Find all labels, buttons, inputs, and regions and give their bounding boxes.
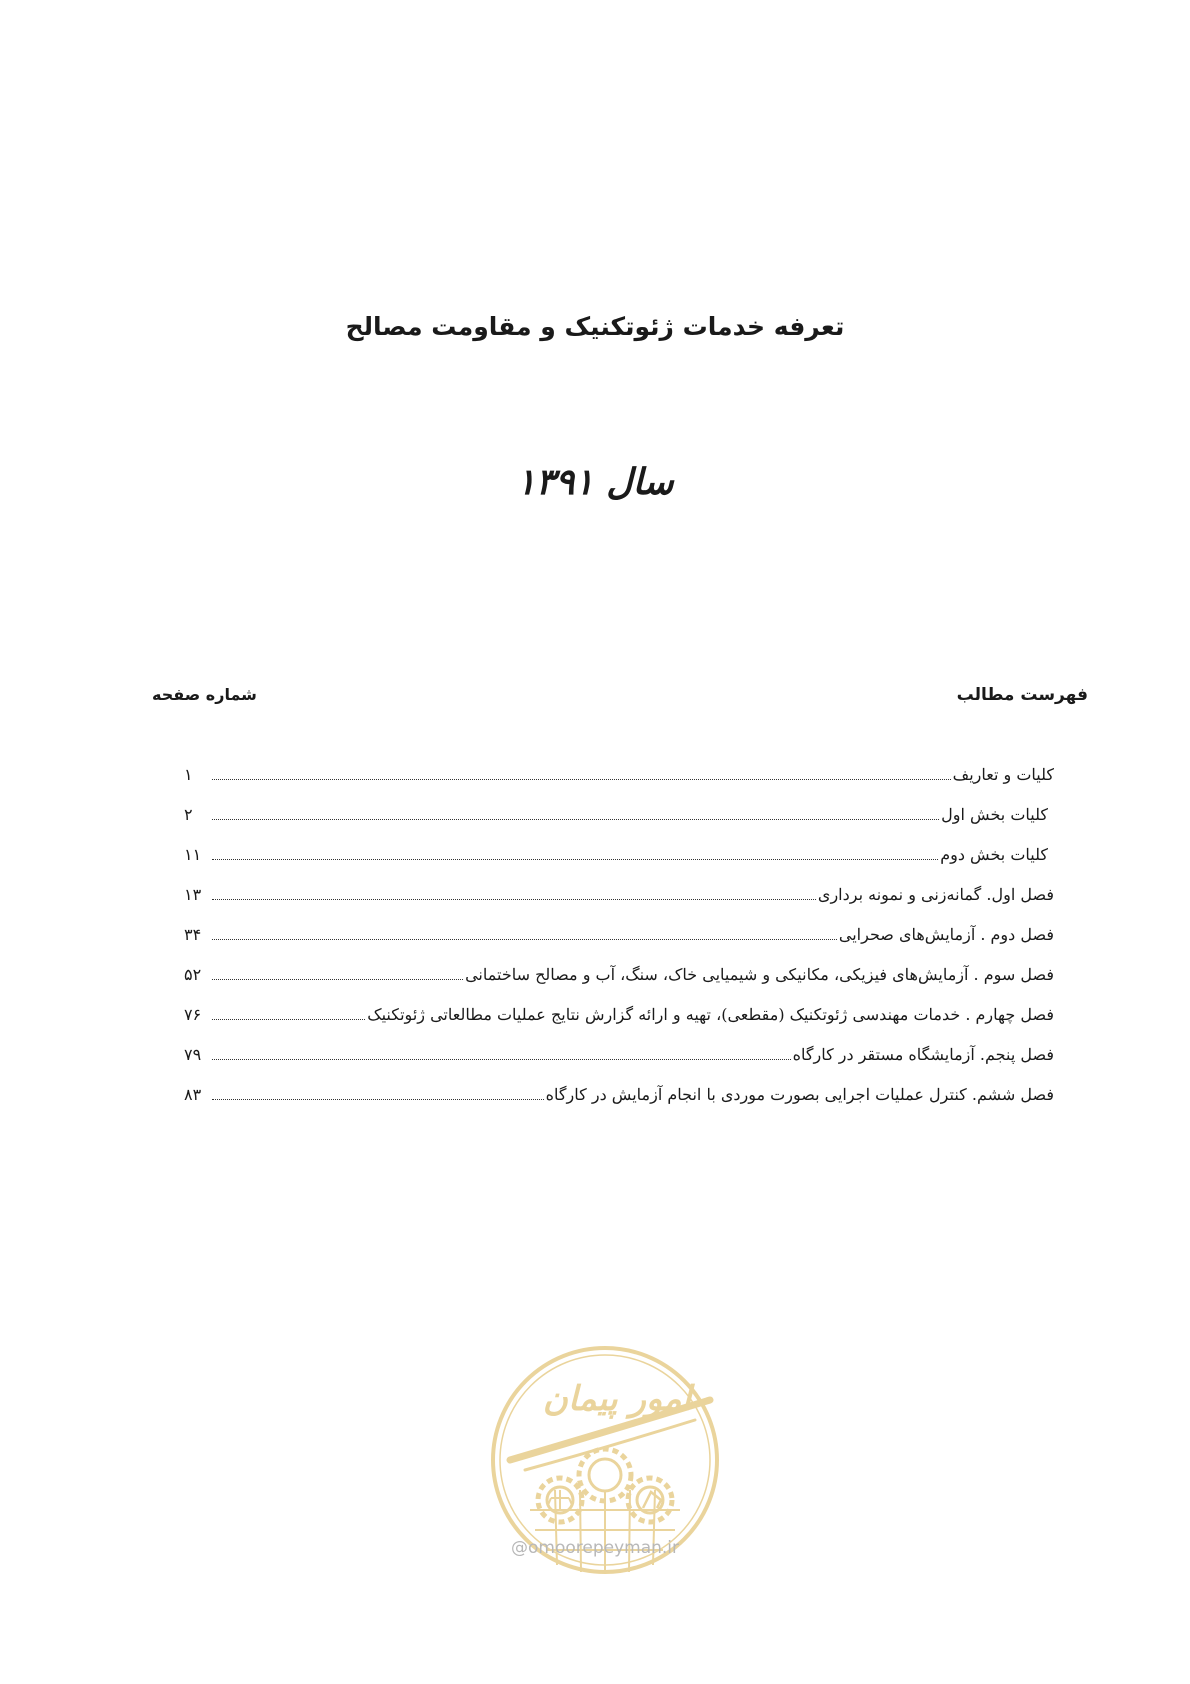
toc-entry-label: کلیات بخش اول	[941, 805, 1048, 824]
svg-text:امور پیمان: امور پیمان	[542, 1379, 692, 1419]
dot-leader	[212, 979, 463, 980]
toc-entry-page: ۷۶	[184, 1005, 202, 1024]
dot-leader	[212, 939, 837, 940]
toc-entry-page: ۳۴	[184, 925, 202, 944]
toc-entry-page: ۲	[184, 805, 193, 824]
toc-entry-label: فصل چهارم . خدمات مهندسی ژئوتکنیک (مقطعی)، تهیه و ارائه گزارش نتایج عملیات مطالعاتی ژئوتکنیک	[367, 1005, 1054, 1024]
watermark-url: @omoorepeyman.ir	[510, 1538, 680, 1558]
toc-entry-label: فصل ششم. کنترل عملیات اجرایی بصورت موردی با انجام آزمایش در کارگاه	[545, 1085, 1054, 1104]
toc-entry[interactable]	[184, 1085, 1054, 1125]
document-title: تعرفه خدمات ژئوتکنیک و مقاومت مصالح	[345, 312, 845, 341]
toc-entry-label: فصل سوم . آزمایش‌های فیزیکی، مکانیکی و شیمیایی خاک، سنگ، آب و مصالح ساختمانی	[465, 965, 1054, 984]
toc-entry[interactable]	[184, 1045, 1054, 1085]
toc-entry-page: ۸۳	[184, 1085, 202, 1104]
toc-entry-label: کلیات و تعاریف	[952, 765, 1054, 784]
toc-entry-label: فصل اول. گمانه‌زنی و نمونه برداری	[817, 885, 1054, 904]
toc-entry-page: ۵۲	[184, 965, 202, 984]
toc-entry-page: ۱	[184, 765, 193, 784]
dot-leader	[212, 859, 938, 860]
page-number-heading: شماره صفحه	[152, 685, 257, 704]
toc-entry[interactable]	[184, 925, 1054, 965]
document-year: سال ۱۳۹۱	[516, 462, 674, 503]
toc-entry[interactable]	[184, 845, 1054, 885]
dot-leader	[212, 819, 939, 820]
toc-entry-label: کلیات بخش دوم	[940, 845, 1048, 864]
toc-heading: فهرست مطالب	[956, 685, 1088, 705]
toc-entry-label: فصل پنجم. آزمایشگاه مستقر در کارگاه	[792, 1045, 1054, 1064]
toc-entry[interactable]	[184, 1005, 1054, 1045]
dot-leader	[212, 899, 816, 900]
dot-leader	[212, 1099, 544, 1100]
toc-entry[interactable]	[184, 805, 1054, 845]
toc-entry[interactable]	[184, 765, 1054, 805]
dot-leader	[212, 779, 951, 780]
toc-entry[interactable]	[184, 965, 1054, 1005]
dot-leader	[212, 1059, 791, 1060]
toc-entry-page: ۱۳	[184, 885, 202, 904]
toc-entry-page: ۱۱	[184, 845, 202, 864]
table-of-contents	[184, 765, 1054, 1125]
toc-entry-label: فصل دوم . آزمایش‌های صحرایی	[838, 925, 1054, 944]
toc-entry[interactable]	[184, 885, 1054, 925]
toc-entry-page: ۷۹	[184, 1045, 202, 1064]
dot-leader	[212, 1019, 365, 1020]
